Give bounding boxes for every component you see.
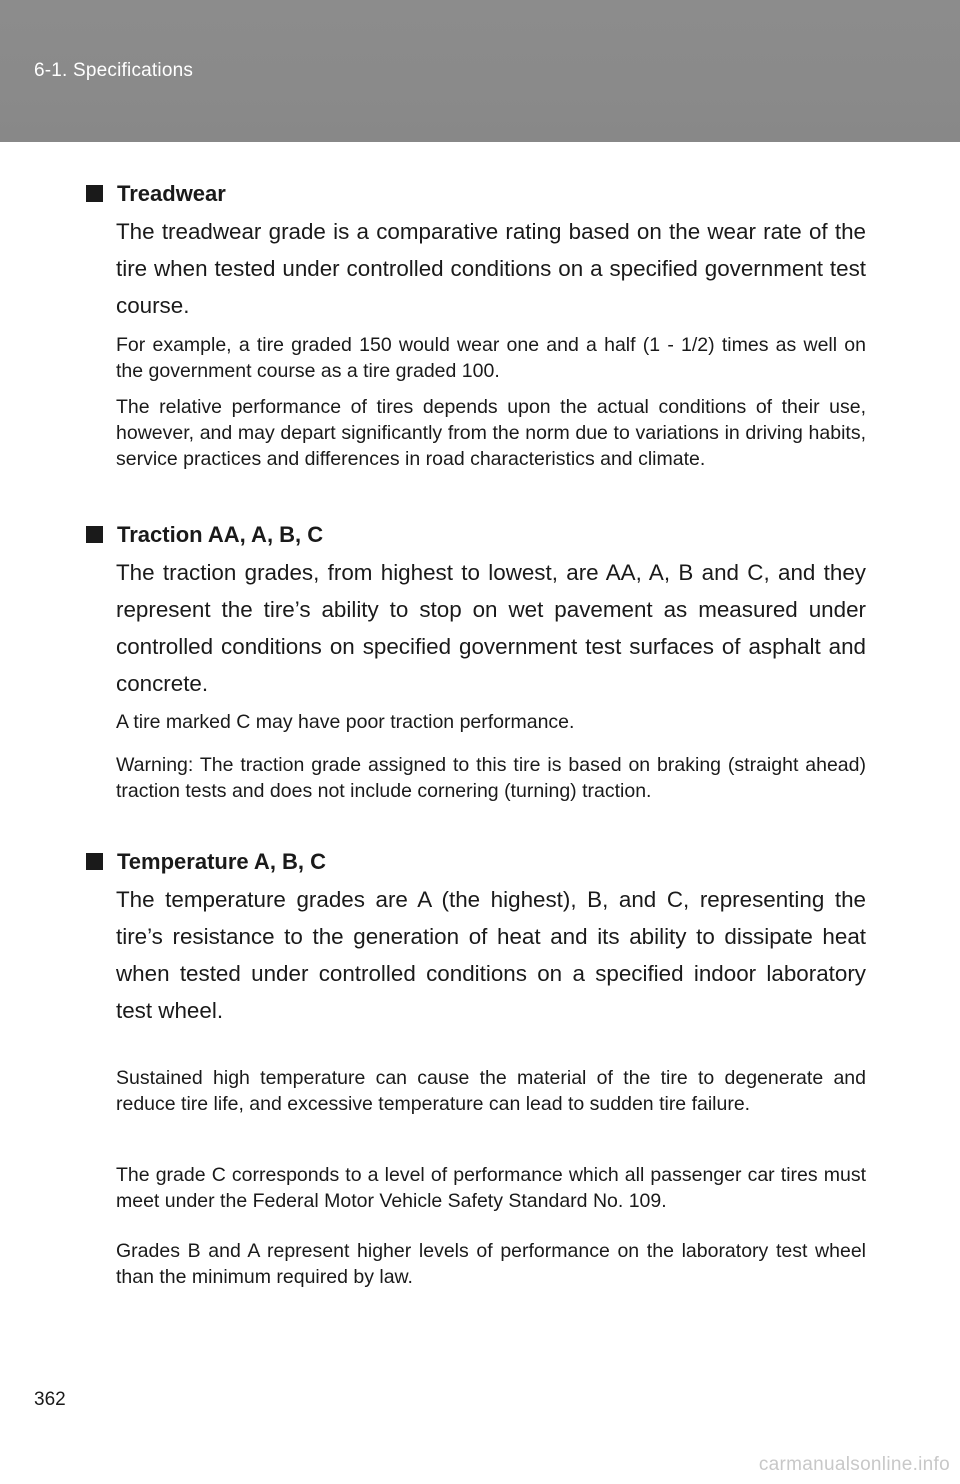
note-temperature-grade-c: The grade C corresponds to a level of performance which all passenger car tires must meet under the Federal Motor Vehicle Safety Standard No. 109. (116, 1164, 866, 1212)
note-temperature-grades-ba: Grades B and A represent higher levels of performance on the laboratory test wheel than the minimum required by law. (116, 1240, 866, 1288)
watermark: carmanualsonline.info (758, 1454, 950, 1475)
heading-text: Traction AA, A, B, C (117, 522, 324, 547)
heading-text: Temperature A, B, C (117, 849, 327, 874)
section-body-temperature: The temperature grades are A (the highest), B, and C, representing the tire’s resistance to the generation of heat and its ability to dissipate heat when tested under controlled conditions on a specified indoor laboratory test wheel. (116, 887, 866, 1023)
section-body-traction: The traction grades, from highest to lowest, are AA, A, B and C, and they represent the tire’s ability to stop on wet pavement as measured under controlled conditions on specified government test surfaces of asphalt and concrete. (116, 560, 866, 696)
note-treadwear-relative: The relative performance of tires depends upon the actual conditions of their use, however, and may depart significantly from the norm due to variations in driving habits, service practices and differences in road characteristics and climate. (116, 396, 866, 470)
section-heading-treadwear (86, 181, 226, 207)
note-traction-warning: Warning: The traction grade assigned to this tire is based on braking (straight ahead) traction tests and does not include cornering (turning) traction. (116, 754, 866, 802)
header-band (0, 0, 960, 142)
note-traction-poor: A tire marked C may have poor traction performance. (116, 711, 575, 733)
note-temperature-sustained: Sustained high temperature can cause the material of the tire to degenerate and reduce tire life, and excessive temperature can lead to sudden tire failure. (116, 1067, 866, 1115)
section-body-treadwear: The treadwear grade is a comparative rating based on the wear rate of the tire when tested under controlled conditions on a specified government test course. (116, 219, 866, 318)
note-treadwear-example: For example, a tire graded 150 would wear one and a half (1 - 1/2) times as well on the government course as a tire graded 100. (116, 334, 866, 382)
section-heading-traction (86, 522, 323, 548)
page-number: 362 (34, 1389, 66, 1410)
section-title: 6-1. Specifications (34, 60, 194, 81)
square-bullet-icon (86, 185, 103, 202)
section-heading-temperature (86, 849, 326, 875)
square-bullet-icon (86, 526, 103, 543)
square-bullet-icon (86, 853, 103, 870)
heading-text: Treadwear (117, 181, 226, 206)
